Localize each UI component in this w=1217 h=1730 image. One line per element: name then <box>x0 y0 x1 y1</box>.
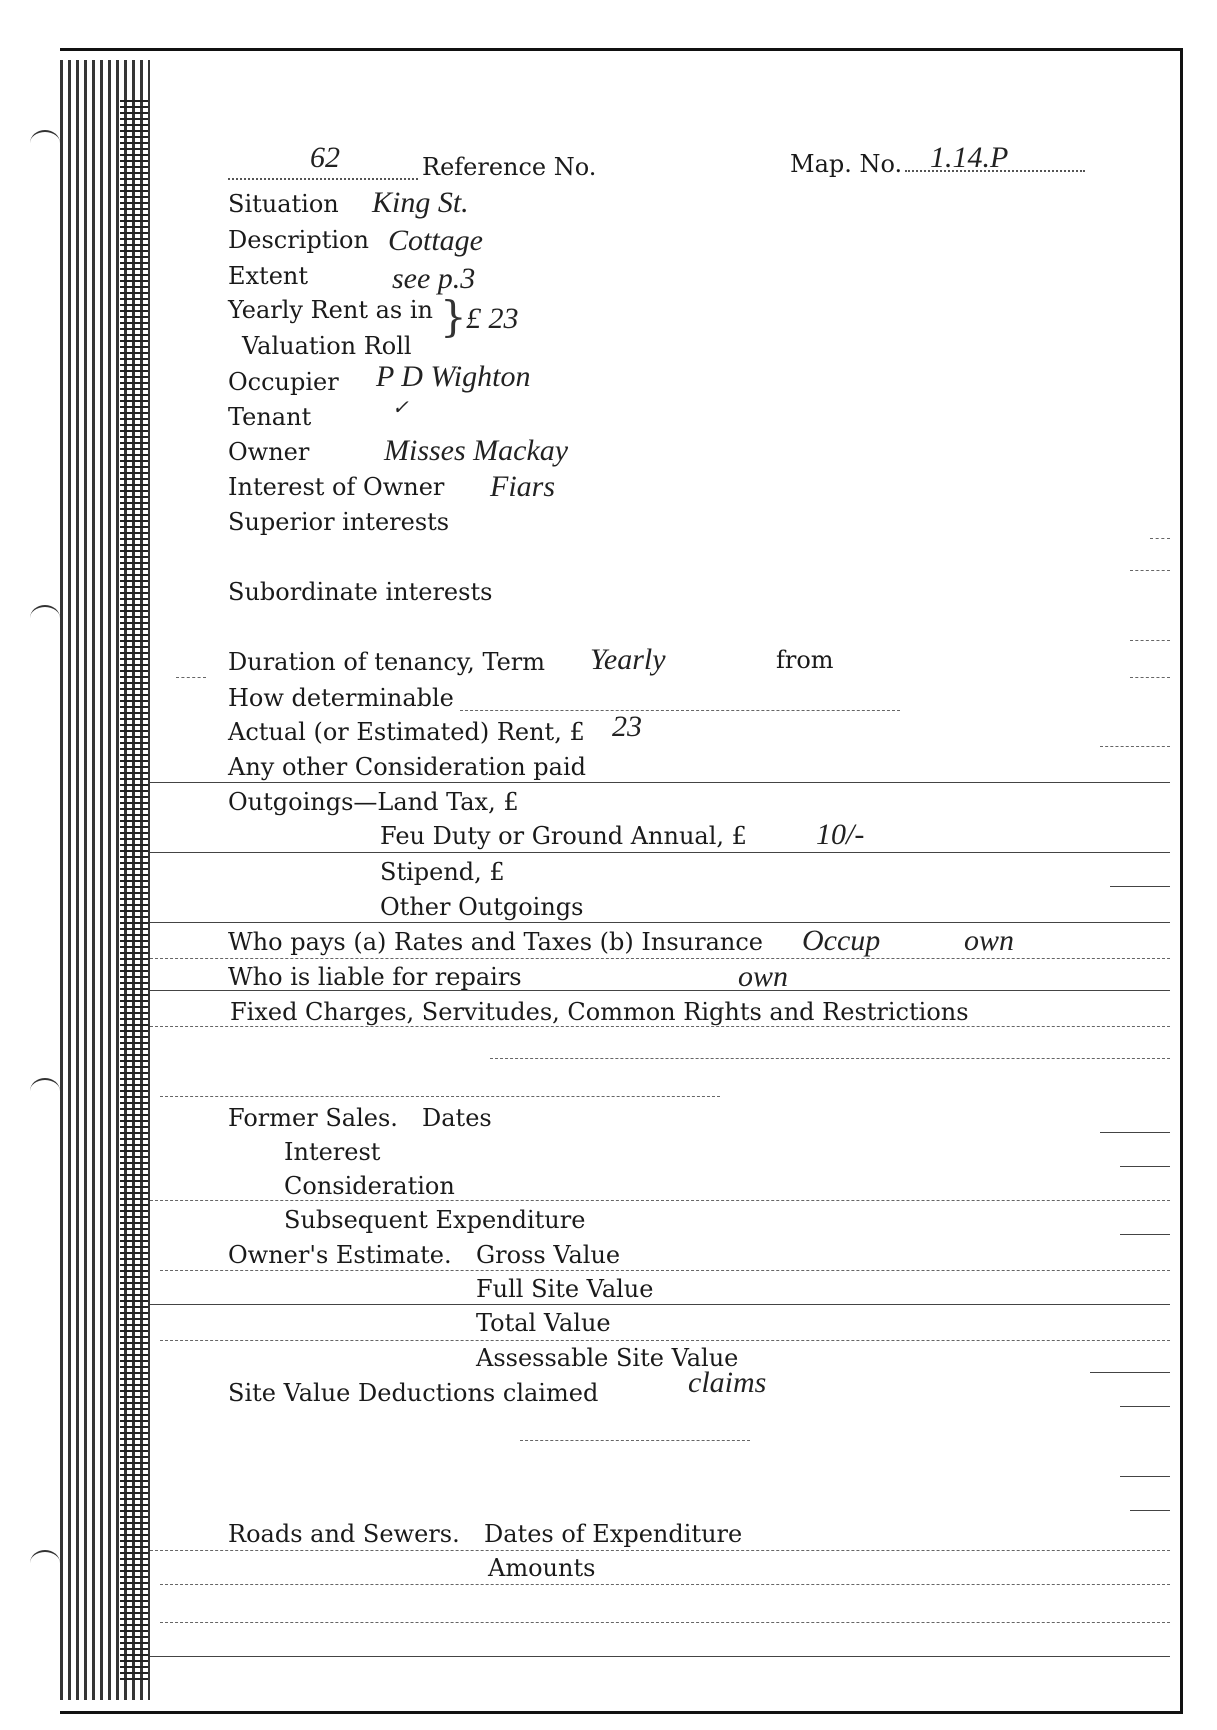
duration-label: Duration of tenancy, Term <box>228 648 546 676</box>
margin-line <box>1130 1510 1170 1511</box>
land-tax-label: Outgoings—Land Tax, £ <box>228 788 519 816</box>
punch-hole <box>30 1550 60 1576</box>
extent-label: Extent <box>228 262 309 290</box>
reference-label: Reference No. <box>422 153 597 181</box>
fixed-charges-label: Fixed Charges, Servitudes, Common Rights and Restrictions <box>230 998 969 1026</box>
yearly-rent-value: £ 23 <box>466 302 519 335</box>
field-line <box>460 710 900 711</box>
reference-dotted-line <box>228 178 418 180</box>
interest-of-owner-label: Interest of Owner <box>228 473 445 501</box>
map-label: Map. No. <box>790 150 903 178</box>
yearly-rent-label: Yearly Rent as in <box>228 296 433 324</box>
feu-duty-label: Feu Duty or Ground Annual, £ <box>380 822 747 850</box>
tenant-label: Tenant <box>228 403 312 431</box>
dates-of-expenditure-label: Dates of Expenditure <box>484 1520 743 1548</box>
stipend-label: Stipend, £ <box>380 858 505 886</box>
section-rule <box>150 990 1170 991</box>
amounts-label: Amounts <box>488 1554 596 1582</box>
description-label: Description <box>228 226 369 254</box>
occupier-label: Occupier <box>228 368 339 396</box>
field-line <box>160 1096 720 1097</box>
map-value: 1.14.P <box>930 141 1009 174</box>
owner-value: Misses Mackay <box>384 434 569 467</box>
margin-line <box>1100 1132 1170 1133</box>
tenant-value: ✓ <box>392 397 409 419</box>
section-rule <box>150 782 1170 783</box>
section-rule <box>150 1026 1170 1027</box>
repairs-label: Who is liable for repairs <box>228 963 522 991</box>
site-value-deductions-label: Site Value Deductions claimed <box>228 1379 599 1407</box>
section-rule <box>160 1584 1170 1585</box>
section-rule <box>150 958 1170 959</box>
punch-hole <box>30 605 60 631</box>
section-rule <box>150 922 1170 923</box>
actual-rent-value: 23 <box>612 710 642 743</box>
interest-label: Interest <box>284 1138 381 1166</box>
subsequent-expenditure-label: Subsequent Expenditure <box>284 1206 586 1234</box>
assessable-site-value-label: Assessable Site Value <box>476 1344 739 1372</box>
margin-line <box>1120 1166 1170 1167</box>
field-line <box>520 1440 750 1441</box>
section-rule <box>150 1656 1170 1657</box>
other-consideration-label: Any other Consideration paid <box>228 753 587 781</box>
margin-line <box>1130 570 1170 571</box>
reference-value: 62 <box>310 141 340 174</box>
margin-line <box>1130 640 1170 641</box>
punch-hole <box>30 130 60 156</box>
description-value: Cottage <box>388 224 483 257</box>
former-sales-dates-label: Dates <box>422 1104 492 1132</box>
margin-line <box>176 677 206 678</box>
valuation-roll-label: Valuation Roll <box>242 332 412 360</box>
roads-sewers-label: Roads and Sewers. <box>228 1520 460 1548</box>
who-pays-insurance-value: own <box>964 924 1015 957</box>
punch-hole <box>30 1078 60 1104</box>
who-pays-rates-value: Occup <box>802 924 881 957</box>
margin-line <box>1090 1372 1170 1373</box>
margin-line <box>1150 538 1170 539</box>
from-label: from <box>776 646 834 674</box>
margin-line <box>1120 1476 1170 1477</box>
occupier-value: P D Wighton <box>376 360 531 393</box>
margin-line <box>1120 1234 1170 1235</box>
field-line <box>490 1058 1170 1059</box>
section-rule <box>150 1550 1170 1551</box>
feu-duty-value: 10/- <box>816 818 865 851</box>
who-pays-label: Who pays (a) Rates and Taxes (b) Insurance <box>228 928 763 956</box>
margin-line <box>1100 746 1170 747</box>
section-rule <box>160 1340 1170 1341</box>
interest-of-owner-value: Fiars <box>490 470 556 503</box>
subordinate-interests-label: Subordinate interests <box>228 578 493 606</box>
margin-line <box>1130 677 1170 678</box>
duration-value: Yearly <box>590 643 666 676</box>
section-rule <box>150 1304 1170 1305</box>
other-outgoings-label: Other Outgoings <box>380 893 584 921</box>
consideration-label: Consideration <box>284 1172 455 1200</box>
section-rule <box>150 1200 1170 1201</box>
extent-value: see p.3 <box>392 262 476 295</box>
owners-estimate-label: Owner's Estimate. <box>228 1241 452 1269</box>
margin-line <box>1120 1406 1170 1407</box>
situation-label: Situation <box>228 190 339 218</box>
situation-value: King St. <box>372 186 469 219</box>
how-determinable-label: How determinable <box>228 684 454 712</box>
brace-mark: } <box>440 292 467 341</box>
full-site-value-label: Full Site Value <box>476 1275 654 1303</box>
actual-rent-label: Actual (or Estimated) Rent, £ <box>228 718 585 746</box>
total-value-label: Total Value <box>476 1309 611 1337</box>
section-rule <box>160 1622 1170 1623</box>
section-rule <box>160 1270 1170 1271</box>
former-sales-label: Former Sales. <box>228 1104 398 1132</box>
superior-interests-label: Superior interests <box>228 508 450 536</box>
site-value-deductions-value: claims <box>688 1366 767 1399</box>
repairs-value: own <box>738 960 789 993</box>
owner-label: Owner <box>228 438 310 466</box>
margin-line <box>1110 886 1170 887</box>
gross-value-label: Gross Value <box>476 1241 621 1269</box>
section-rule <box>150 852 1170 853</box>
